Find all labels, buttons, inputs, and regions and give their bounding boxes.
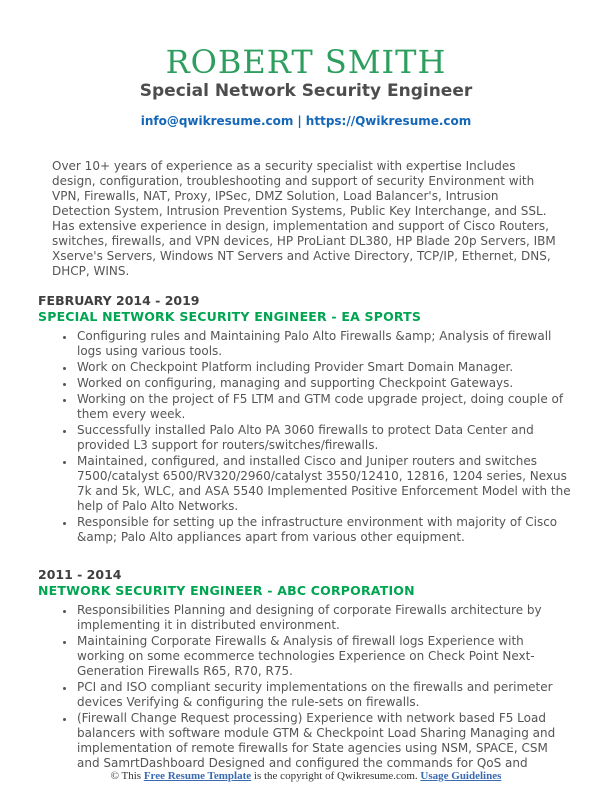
bullet-item: • PCI and ISO compliant security implementations on the firewalls and perimeter devices Verifying & configuring the rule-sets on firewalls.: [75, 680, 574, 710]
job-title-heading: NETWORK SECURITY ENGINEER - ABC CORPORATION: [38, 583, 415, 598]
footer-text-middle: is the copyright of Qwikresume.com.: [251, 770, 421, 782]
experience-section-1: [38, 293, 574, 545]
job-bullet-list: [38, 603, 574, 771]
candidate-name: ROBERT SMITH: [165, 43, 447, 81]
job-title-heading: SPECIAL NETWORK SECURITY ENGINEER - EA SPORTS: [38, 309, 422, 324]
website-link[interactable]: https://Qwikresume.com: [305, 114, 472, 128]
contact-separator: |: [297, 114, 302, 128]
bullet-item: • Configuring rules and Maintaining Palo Alto Firewalls &amp; Analysis of firewall logs using various tools.: [75, 329, 574, 359]
bullet-item: • Maintained, configured, and installed Cisco and Juniper routers and switches 7500/catalyst 6500/RV320/2960/catalyst 3550/12410, 12816, 1204 series, Nexus 7k and 5k, WLC, and ASA 5540 Implemented Positive Enforcement Model with the help of Palo Alto Networks.: [75, 454, 574, 514]
bullet-item: • Work on Checkpoint Platform including Provider Smart Domain Manager.: [75, 360, 574, 375]
contact-line: [38, 114, 574, 128]
bullet-item: • Working on the project of F5 LTM and GTM code upgrade project, doing couple of them every week.: [75, 392, 574, 422]
job-bullet-list: [38, 329, 574, 545]
footer-text-prefix: © This: [110, 770, 144, 782]
candidate-title: Special Network Security Engineer: [139, 81, 473, 101]
free-resume-template-link[interactable]: Free Resume Template: [143, 770, 252, 782]
email-link[interactable]: info@qwikresume.com: [140, 114, 294, 128]
usage-guidelines-link[interactable]: Usage Guidelines: [420, 770, 502, 782]
bullet-item: • Responsibilities Planning and designing of corporate Firewalls architecture by implementing it in distributed environment.: [75, 603, 574, 633]
bullet-item: • Successfully installed Palo Alto PA 3060 firewalls to protect Data Center and provided L3 support for routers/switches/firewalls.: [75, 423, 574, 453]
job-dates: FEBRUARY 2014 - 2019: [38, 293, 200, 308]
bullet-item: • Responsible for setting up the infrastructure environment with majority of Cisco &amp; Palo Alto appliances apart from various other equipment.: [75, 515, 574, 545]
job-dates: 2011 - 2014: [38, 567, 122, 582]
bullet-item: • (Firewall Change Request processing) Experience with network based F5 Load balancers with software module GTM & Checkpoint Load Sharing Managing and implementation of remote firewalls for State agencies using NSM, SPACE, CSM and SamrtDashboard Designed and configured the commands for QoS and: [75, 711, 574, 771]
bullet-item: • Maintaining Corporate Firewalls & Analysis of firewall logs Experience with working on some ecommerce technologies Experience on Check Point Next-Generation Firewalls R65, R70, R75.: [75, 634, 574, 679]
resume-header: [38, 44, 574, 128]
experience-section-2: [38, 567, 574, 771]
professional-summary: Over 10+ years of experience as a security specialist with expertise Includes design, configuration, troubleshooting and support of security Environment with VPN, Firewalls, NAT, Proxy, IPSec, DMZ Solution, Load Balancer's, Intrusion Detection System, Intrusion Prevention Systems, Public Key Interchange, and SSL. Has extensive experience in design, implementation and support of Cisco Routers, switches, firewalls, and VPN devices, HP ProLiant DL380, HP Blade 20p Servers, IBM Xserve's Servers, Windows NT Servers and Active Directory, TCP/IP, Ethernet, DNS, DHCP, WINS.: [52, 159, 556, 278]
page-footer: [0, 770, 612, 782]
bullet-item: • Worked on configuring, managing and supporting Checkpoint Gateways.: [75, 376, 574, 391]
